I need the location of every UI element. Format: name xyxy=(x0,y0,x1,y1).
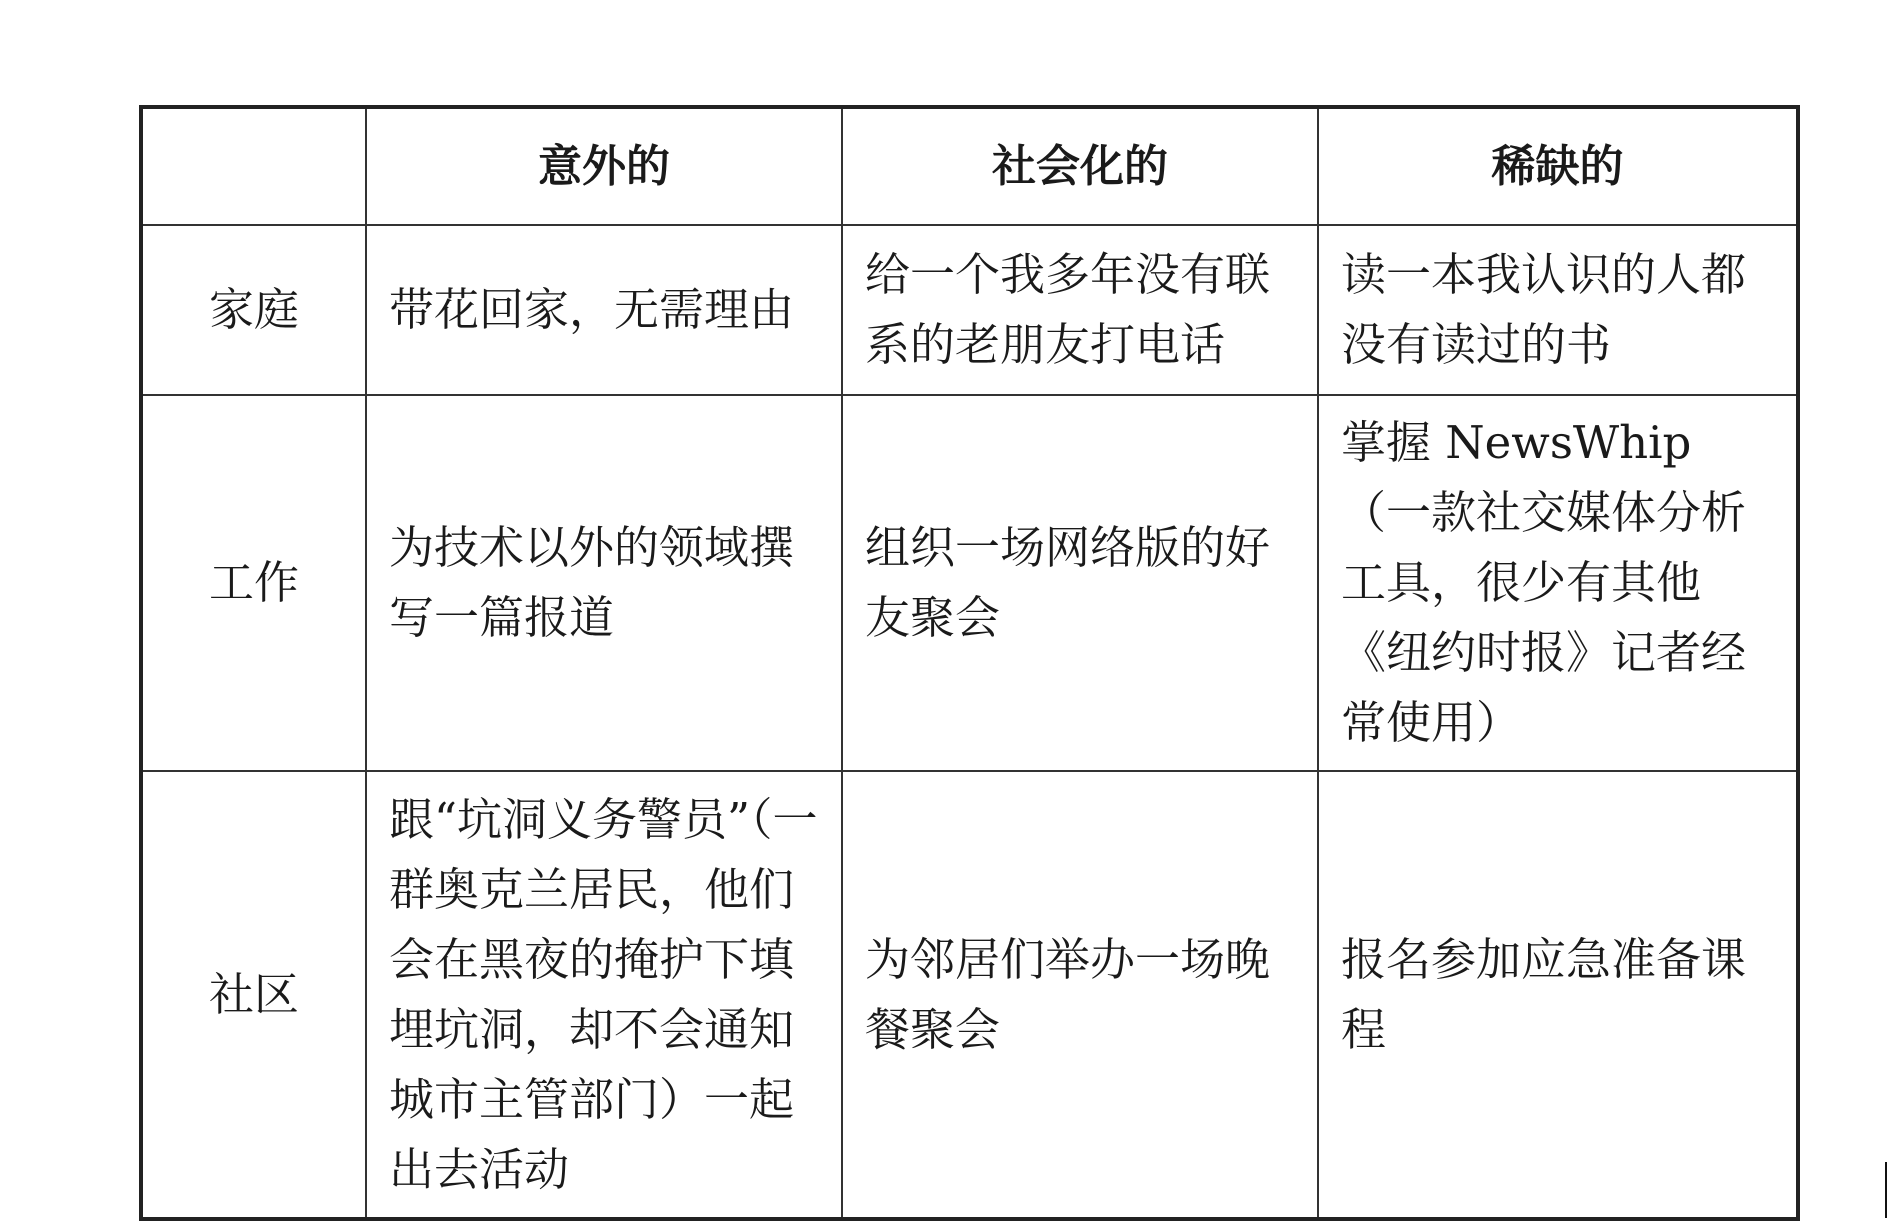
header-unexpected: 意外的 xyxy=(366,107,842,225)
cell-work-rare: 掌握 NewsWhip（一款社交媒体分析工具，很少有其他《纽约时报》记者经常使用） xyxy=(1318,395,1798,771)
table-row-family xyxy=(141,225,1798,395)
row-label-family: 家庭 xyxy=(141,225,366,395)
text-cursor xyxy=(1885,1162,1887,1218)
comparison-table xyxy=(139,105,1800,1221)
cell-family-rare: 读一本我认识的人都没有读过的书 xyxy=(1318,225,1798,395)
cell-community-social: 为邻居们举办一场晚餐聚会 xyxy=(842,771,1318,1219)
row-label-community: 社区 xyxy=(141,771,366,1219)
cell-community-unexpected: 跟“坑洞义务警员”（一群奥克兰居民，他们会在黑夜的掩护下填埋坑洞，却不会通知城市主管部门）一起出去活动 xyxy=(366,771,842,1219)
cell-family-unexpected: 带花回家，无需理由 xyxy=(366,225,842,395)
cell-work-unexpected: 为技术以外的领域撰写一篇报道 xyxy=(366,395,842,771)
header-rare: 稀缺的 xyxy=(1318,107,1798,225)
row-label-work: 工作 xyxy=(141,395,366,771)
header-empty xyxy=(141,107,366,225)
table-row-work xyxy=(141,395,1798,771)
cell-family-social: 给一个我多年没有联系的老朋友打电话 xyxy=(842,225,1318,395)
cell-community-rare: 报名参加应急准备课程 xyxy=(1318,771,1798,1219)
comparison-table-container xyxy=(139,105,1796,1196)
cell-work-social: 组织一场网络版的好友聚会 xyxy=(842,395,1318,771)
header-social: 社会化的 xyxy=(842,107,1318,225)
table-row-community xyxy=(141,771,1798,1219)
header-row xyxy=(141,107,1798,225)
